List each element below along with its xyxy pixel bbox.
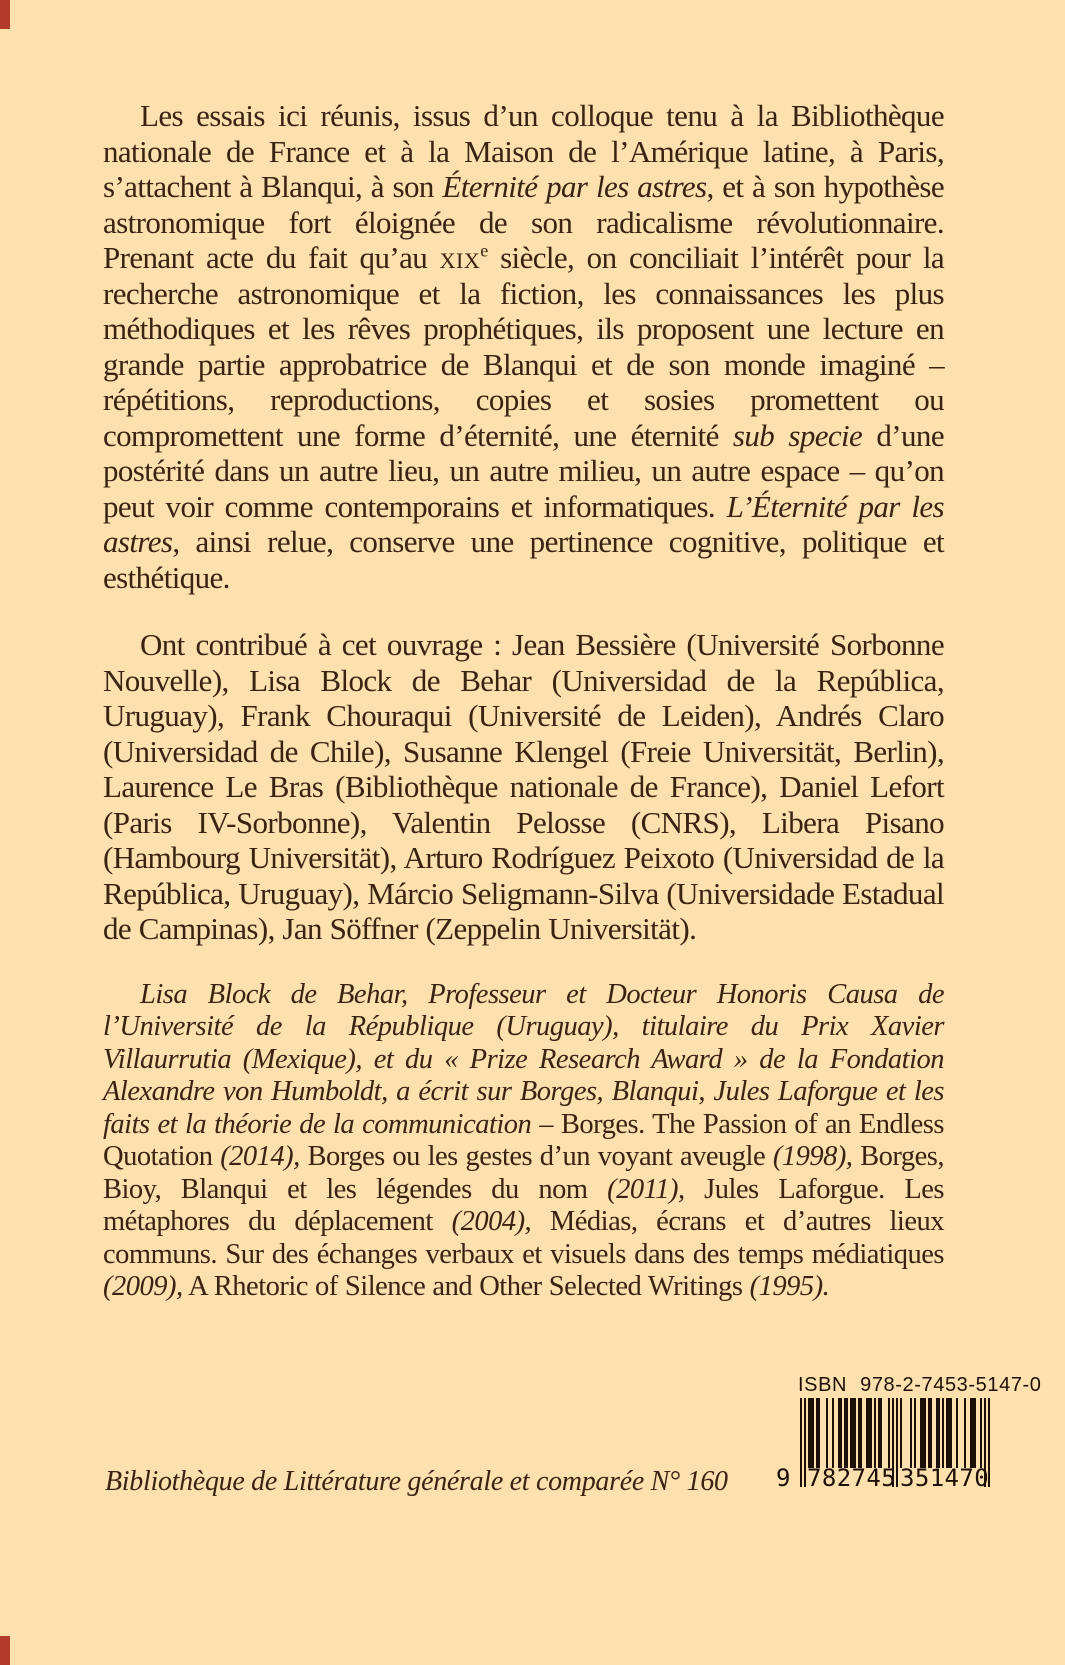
barcode-bar	[974, 1398, 976, 1468]
synopsis-paragraph	[103, 98, 952, 595]
barcode-bar	[874, 1398, 876, 1468]
back-cover-text-block	[103, 98, 952, 1304]
text-segment-sup: e	[480, 240, 488, 261]
barcode-bar	[942, 1398, 944, 1468]
spine-edge-mark-bottom	[0, 1636, 10, 1665]
text-segment-roman: Médias, écrans et d’autres lieux communs. Sur des échanges verbaux et visuels dans des temps médiatiques	[103, 1206, 952, 1270]
text-segment-italic: Éternité par les astres	[442, 169, 707, 204]
barcode-bar	[846, 1398, 848, 1468]
barcode-bar	[980, 1398, 982, 1468]
barcode-digit-first: 9	[776, 1464, 791, 1492]
barcode-bar	[938, 1398, 940, 1468]
barcode-bar	[826, 1398, 828, 1468]
barcode-bar	[888, 1398, 890, 1468]
barcode-bar	[860, 1398, 862, 1468]
text-segment-roman: , ainsi relue, conserve une pertinence cognitive, politique et esthétique.	[103, 524, 952, 595]
text-segment-italic: (2011),	[607, 1173, 685, 1205]
barcode-bar	[818, 1398, 820, 1468]
contributors-paragraph: Ont contribué à cet ouvrage : Jean Bessière (Université Sorbonne Nouvelle), Lisa Block de Behar (Universidad de la República, Uruguay), Frank Chouraqui (Université de Leiden), Andrés Claro (Universidad de Chile), Susanne Klengel (Freie Universität, Berlin), Laurence Le Bras (Bibliothèque nationale de France), Daniel Lefort (Paris IV-Sorbonne), Valentin Pelosse (CNRS), Libera Pisano (Hambourg Universität), Arturo Rodríguez Peixoto (Universidad de la República, Uruguay), Márcio Seligmann-Silva (Universidade Estadual de Campinas), Jan Söffner (Zeppelin Universität).	[103, 627, 944, 946]
text-segment-roman: – Borges. The Passion of an Endless Quotation	[103, 1108, 952, 1172]
text-segment-roman: siècle, on conciliait l’intérêt pour la recherche astronomique et la fiction, les connaissances les plus méthodiques et les rêves prophétiques, ils proposent une lecture en grande partie approbatrice de Blanqui et de son monde imaginé – répétitions, reproductions, copies et sosies promettent ou compromettent une forme d’éternité, une éternité	[103, 240, 952, 453]
barcode-bar	[870, 1398, 872, 1468]
barcode-bar	[812, 1398, 814, 1468]
text-segment-roman: A Rhetoric of Silence and Other Selected Writings	[182, 1271, 750, 1302]
text-segment-italic: (2004),	[451, 1206, 532, 1237]
barcode-digits-right: 351470	[900, 1464, 990, 1492]
spine-edge-mark-top	[0, 0, 10, 29]
text-segment-italic: sub specie	[732, 417, 863, 453]
barcode-digits-left: 782745	[807, 1464, 897, 1492]
text-segment-italic: (2009),	[103, 1271, 183, 1302]
text-segment-roman: d’une postérité dans un autre lieu, un autre milieu, un autre espace – qu’on peut voir comme contemporains et informatiques.	[103, 417, 952, 524]
barcode-bar	[840, 1398, 842, 1468]
isbn-label: ISBN	[798, 1374, 848, 1396]
barcode-bar	[900, 1398, 902, 1468]
barcode-bar	[800, 1398, 802, 1487]
barcode-bar	[930, 1398, 932, 1468]
barcode-bar	[914, 1398, 916, 1468]
isbn-line	[798, 1374, 1042, 1397]
text-segment-roman: Borges, Bioy, Blanqui et les légendes du nom	[103, 1141, 952, 1205]
barcode-bar	[880, 1398, 882, 1468]
barcode-bar	[950, 1398, 952, 1468]
text-segment-roman: Borges ou les gestes d’un voyant aveugle	[299, 1141, 773, 1172]
barcode-area	[776, 1374, 1042, 1494]
barcode-bar	[804, 1398, 806, 1487]
barcode-bar	[924, 1398, 926, 1468]
isbn-value: 978-2-7453-5147-0	[860, 1374, 1042, 1396]
barcode-bar	[832, 1398, 834, 1468]
barcode-bar	[854, 1398, 856, 1468]
text-segment-italic: (1998),	[772, 1141, 853, 1172]
text-segment-roman: Les essais ici réunis, issus d’un colloque tenu à la Bibliothèque nationale de France et à la Maison de l’Amérique latine, à Paris, s’attachent à Blanqui, à son	[103, 98, 952, 204]
text-segment-roman: , et à son hypothèse astronomique fort éloignée de son radicalisme révolutionnaire. Prenant acte du fait qu’au	[103, 169, 952, 275]
author-bio-paragraph	[103, 978, 952, 1304]
text-segment-italic: (2014),	[220, 1141, 300, 1172]
barcode-bar	[896, 1398, 898, 1487]
barcode-bar	[910, 1398, 912, 1468]
barcode-bar	[964, 1398, 966, 1468]
series-collection-label: Bibliothèque de Littérature générale et comparée N° 160	[105, 1466, 728, 1497]
text-segment-roman: Jules Laforgue. Les métaphores du déplacement	[103, 1173, 952, 1237]
text-segment-smallcaps: xix	[439, 240, 481, 275]
text-segment-italic: (1995).	[749, 1271, 830, 1302]
barcode-bar	[956, 1398, 958, 1468]
text-segment-italic: Lisa Block de Behar, Professeur et Docteur Honoris Causa de l’Université de la République (Uruguay), titulaire du Prix Xavier Villaurrutia (Mexique), et du « Prize Research Award » de la Fondation Alexandre von Humboldt, a écrit sur Borges, Blanqui, Jules Laforgue et les faits et la théorie de la communication	[103, 978, 952, 1140]
text-segment-italic: L’Éternité par les astres	[103, 488, 952, 559]
